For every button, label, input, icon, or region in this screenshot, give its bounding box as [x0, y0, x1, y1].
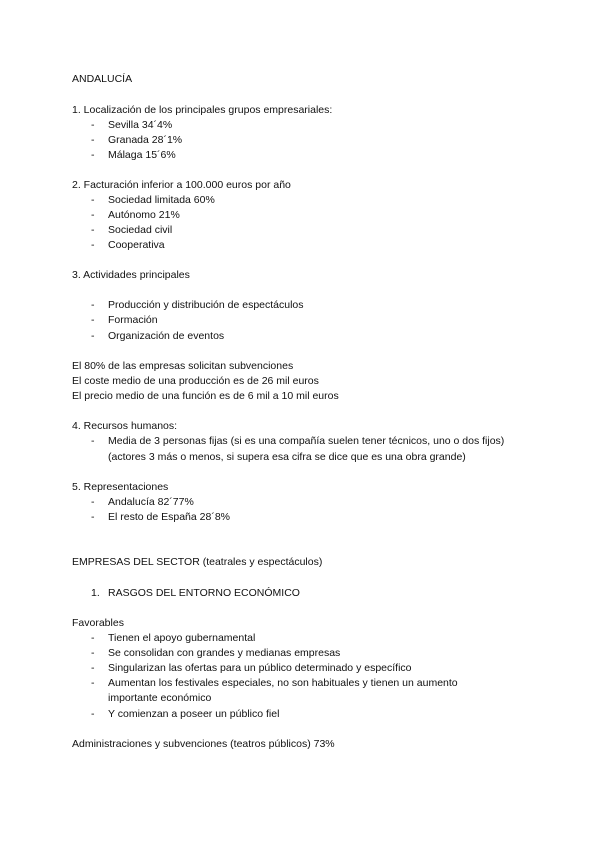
list-item: - Organización de eventos	[91, 330, 225, 342]
list-item: - El resto de España 28´8%	[91, 511, 230, 523]
favorables-heading: Favorables	[72, 617, 124, 629]
document-title: ANDALUCÍA	[72, 73, 133, 85]
list-item: - Granada 28´1%	[91, 134, 183, 146]
list-item: - Y comienzan a poseer un público fiel	[91, 708, 280, 720]
list-item: - Tienen el apoyo gubernamental	[91, 632, 256, 644]
section-5-heading: 5. Representaciones	[72, 481, 169, 493]
section-3-heading: 3. Actividades principales	[72, 269, 190, 281]
list-item: - Sevilla 34´4%	[91, 119, 173, 131]
section-2-heading: 2. Facturación inferior a 100.000 euros por año	[72, 179, 291, 191]
numbered-heading: 1. RASGOS DEL ENTORNO ECONÓMICO	[91, 587, 300, 599]
list-item: - Aumentan los festivales especiales, no son habituales y tienen un aumento	[91, 677, 458, 689]
list-item: - Sociedad civil	[91, 224, 173, 236]
sector-title: EMPRESAS DEL SECTOR (teatrales y espectáculos)	[72, 556, 323, 568]
list-item: - Formación	[91, 314, 158, 326]
stat-line: El coste medio de una producción es de 26 mil euros	[72, 375, 319, 387]
list-item: - Media de 3 personas fijas (si es una compañía suelen tener técnicos, uno o dos fijos)	[91, 435, 505, 447]
list-item-continuation: importante económico	[108, 692, 212, 704]
stat-line: El precio medio de una función es de 6 mil a 10 mil euros	[72, 390, 339, 402]
section-1-heading: 1. Localización de los principales grupos empresariales:	[72, 104, 333, 116]
list-item: - Se consolidan con grandes y medianas empresas	[91, 647, 341, 659]
list-item: - Málaga 15´6%	[91, 149, 176, 161]
section-4-heading: 4. Recursos humanos:	[72, 420, 178, 432]
list-item: - Cooperativa	[91, 239, 165, 251]
list-item: - Singularizan las ofertas para un público determinado y específico	[91, 662, 412, 674]
list-item: - Andalucía 82´77%	[91, 496, 194, 508]
administraciones-line: Administraciones y subvenciones (teatros públicos) 73%	[72, 738, 335, 750]
list-item: - Autónomo 21%	[91, 209, 180, 221]
list-item: - Sociedad limitada 60%	[91, 194, 215, 206]
stat-line: El 80% de las empresas solicitan subvenciones	[72, 360, 294, 372]
list-item: - Producción y distribución de espectáculos	[91, 299, 304, 311]
list-item-continuation: (actores 3 más o menos, si supera esa cifra se dice que es una obra grande)	[108, 451, 466, 463]
